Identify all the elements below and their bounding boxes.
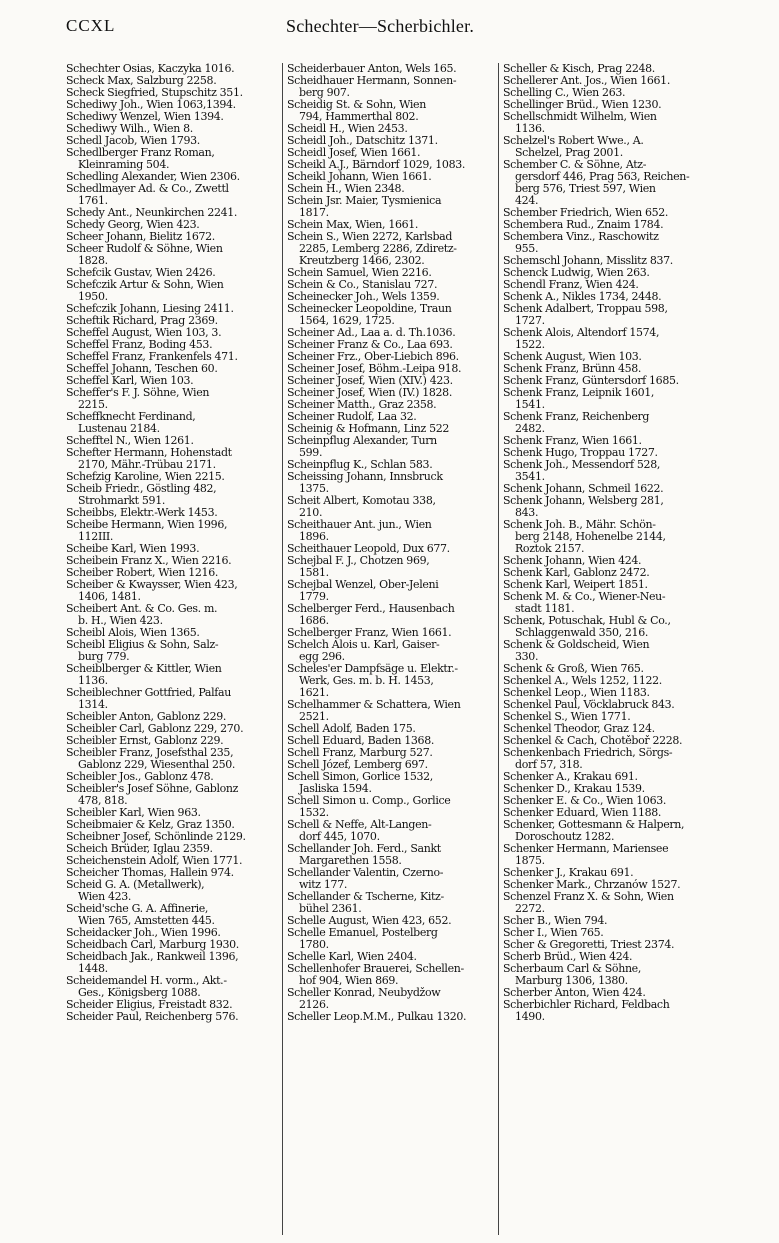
directory-entry-line: Scheibein Franz X., Wien 2216. [66, 555, 232, 567]
directory-entry-line: Schenk Johann, Wien 424. [503, 555, 642, 567]
directory-entry-line: Schelberger Ferd., Hausenbach [287, 603, 455, 615]
directory-entry-line: 1490. [515, 1011, 545, 1023]
directory-entry-line: Schell & Neffe, Alt-Langen- [287, 819, 432, 831]
directory-entry-line: Scheibert Ant. & Co. Ges. m. [66, 603, 218, 615]
directory-entry-line: Schenker Eduard, Wien 1188. [503, 807, 662, 819]
directory-entry-line: Schenk, Potuschak, Hubl & Co., [503, 615, 671, 627]
directory-entry-line: Scheiner Rudolf, Laa 32. [287, 411, 417, 423]
directory-column-3 [498, 63, 714, 1235]
directory-entry-line: Scheibbs, Elektr.-Werk 1453. [66, 507, 218, 519]
directory-entry-line: 1541. [515, 399, 545, 411]
directory-entry-line: Schefter Hermann, Hohenstadt [66, 447, 232, 459]
directory-entry-line: Kleinraming 504. [78, 159, 170, 171]
directory-entry-line: Scheibler Franz, Josefsthal 235, [66, 747, 234, 759]
directory-entry-line: Scheer Johann, Bielitz 1672. [66, 231, 215, 243]
directory-entry-line: Scheithauer Ant. jun., Wien [287, 519, 432, 531]
directory-entry-line: Scheithauer Leopold, Dux 677. [287, 543, 450, 555]
directory-entry-line: Schenker, Gottesmann & Halpern, [503, 819, 685, 831]
directory-entry-line: Schenk Joh., Messendorf 528, [503, 459, 660, 471]
directory-entry-line: Jasliska 1594. [299, 783, 372, 795]
directory-entry-line: Schellinger Brüd., Wien 1230. [503, 99, 662, 111]
directory-entry-line: Scheidhauer Hermann, Sonnen- [287, 75, 457, 87]
directory-entry-line: Schlaggenwald 350, 216. [515, 627, 648, 639]
directory-entry-line: Schefftel N., Wien 1261. [66, 435, 194, 447]
directory-entry-line: Schembera Rud., Znaim 1784. [503, 219, 664, 231]
directory-entry-line: 2170, Mähr.-Trübau 2171. [78, 459, 216, 471]
directory-entry-line: Scherb Brüd., Wien 424. [503, 951, 633, 963]
directory-entry-line: Scheffel Franz, Frankenfels 471. [66, 351, 238, 363]
directory-entry-line: Scheiblechner Gottfried, Palfau [66, 687, 231, 699]
directory-entry-line: Schejbal F. J., Chotzen 969, [287, 555, 430, 567]
directory-entry-line: Schell Eduard, Baden 1368. [287, 735, 434, 747]
directory-entry-line: Schenk Hugo, Troppau 1727. [503, 447, 658, 459]
directory-entry-line: Scheidbach Carl, Marburg 1930. [66, 939, 239, 951]
directory-entry-line: Schell Franz, Marburg 527. [287, 747, 433, 759]
directory-entry-line: Werk, Ges. m. b. H. 1453, [299, 675, 434, 687]
directory-entry-line: Schedlmayer Ad. & Co., Zwettl [66, 183, 229, 195]
directory-entry-line: Schefcik Gustav, Wien 2426. [66, 267, 216, 279]
directory-entry-line: b. H., Wien 423. [78, 615, 163, 627]
directory-entry-line: Schellander Joh. Ferd., Sankt [287, 843, 441, 855]
directory-entry-line: Scher I., Wien 765. [503, 927, 604, 939]
directory-entry-line: Schefczik Johann, Liesing 2411. [66, 303, 234, 315]
directory-entry-line: Schenker D., Krakau 1539. [503, 783, 645, 795]
directory-entry-line: Wien 423. [78, 891, 132, 903]
directory-entry-line: Scheicher Thomas, Hallein 974. [66, 867, 234, 879]
directory-entry-line: Scheibmaier & Kelz, Graz 1350. [66, 819, 235, 831]
directory-entry-line: Scheider Eligius, Freistadt 832. [66, 999, 233, 1011]
directory-entry-line: 2215. [78, 399, 108, 411]
directory-entry-line: Schellander & Tscherne, Kitz- [287, 891, 444, 903]
directory-entry-line: Schenk Franz, Wien 1661. [503, 435, 642, 447]
directory-entry-line: Schenk M. & Co., Wiener-Neu- [503, 591, 666, 603]
directory-entry-line: Schedy Ant., Neunkirchen 2241. [66, 207, 238, 219]
directory-entry-line: hof 904, Wien 869. [299, 975, 399, 987]
directory-entry-line: Scheibler's Josef Söhne, Gablonz [66, 783, 239, 795]
directory-entry-line: Schellschmidt Wilhelm, Wien [503, 111, 657, 123]
directory-entry-line: Schediwy Wenzel, Wien 1394. [66, 111, 224, 123]
directory-entry-line: Scheller Konrad, Neubydžow [287, 987, 441, 999]
directory-entry-line: Scheikl A.J., Bärndorf 1029, 1083. [287, 159, 466, 171]
directory-entry-line: Schenk Franz, Güntersdorf 1685. [503, 375, 679, 387]
directory-entry-line: 3541. [515, 471, 545, 483]
directory-column-1 [66, 63, 282, 1235]
directory-entry-line: Schenk Johann, Welsberg 281, [503, 495, 664, 507]
directory-entry-line: Strohmarkt 591. [78, 495, 165, 507]
directory-entry-line: Scheibler Karl, Wien 963. [66, 807, 201, 819]
directory-entry-line: Schenkenbach Friedrich, Sörgs- [503, 747, 673, 759]
directory-entry-line: Schenkel Theodor, Graz 124. [503, 723, 655, 735]
directory-entry-line: Schendl Franz, Wien 424. [503, 279, 639, 291]
directory-entry-line: Scheissing Johann, Innsbruck [287, 471, 443, 483]
directory-entry-line: Schenker J., Krakau 691. [503, 867, 634, 879]
directory-entry-line: burg 779. [78, 651, 130, 663]
directory-entry-line: berg 2148, Hohenelbe 2144, [515, 531, 666, 543]
directory-entry-line: Scheiderbauer Anton, Wels 165. [287, 63, 457, 75]
directory-entry-line: Schellander Valentin, Czerno- [287, 867, 444, 879]
directory-entry-line: Wien 765, Amstetten 445. [78, 915, 215, 927]
directory-entry-line: Schein & Co., Stanislau 727. [287, 279, 438, 291]
directory-entry-line: Schenker A., Krakau 691. [503, 771, 638, 783]
directory-entry-line: 794, Hammerthal 802. [299, 111, 419, 123]
directory-entry-line: Schenkel Leop., Wien 1183. [503, 687, 650, 699]
directory-entry-line: Scheibl Eligius & Sohn, Salz- [66, 639, 219, 651]
directory-entry-line: 1532. [299, 807, 329, 819]
directory-entry-line: Scheider Paul, Reichenberg 576. [66, 1011, 239, 1023]
directory-entry-line: berg 576, Triest 597, Wien [515, 183, 656, 195]
directory-entry-line: 210. [299, 507, 323, 519]
directory-entry-line: Scheinecker Joh., Wels 1359. [287, 291, 440, 303]
directory-entry-line: berg 907. [299, 87, 350, 99]
directory-entry-line: Schenk Johann, Schmeil 1622. [503, 483, 664, 495]
directory-entry-line: Schell Simon u. Comp., Gorlice [287, 795, 451, 807]
directory-entry-line: Scheiner Franz & Co., Laa 693. [287, 339, 453, 351]
directory-entry-line: Schelzel's Robert Wwe., A. [503, 135, 644, 147]
directory-entry-line: egg 296. [299, 651, 345, 663]
page-number: CCXL [66, 16, 116, 35]
directory-entry-line: 1727. [515, 315, 545, 327]
directory-entry-line: Schein H., Wien 2348. [287, 183, 405, 195]
directory-entry-line: Scheikl Johann, Wien 1661. [287, 171, 432, 183]
directory-entry-line: Scheiner Frz., Ober-Liebich 896. [287, 351, 459, 363]
page-title: Schechter—Scherbichler. [286, 16, 475, 36]
directory-entry-line: Ges., Königsberg 1088. [78, 987, 201, 999]
directory-entry-line: bühel 2361. [299, 903, 362, 915]
directory-entry-line: Scheich Brüder, Iglau 2359. [66, 843, 213, 855]
directory-entry-line: Scheidig St. & Sohn, Wien [287, 99, 426, 111]
directory-entry-line: witz 177. [299, 879, 347, 891]
directory-entry-line: Schenk Franz, Brünn 458. [503, 363, 642, 375]
directory-entry-line: Schelhammer & Schattera, Wien [287, 699, 461, 711]
directory-entry-line: Schein Jsr. Maier, Tysmienica [287, 195, 442, 207]
directory-entry-line: 1621. [299, 687, 329, 699]
directory-columns [66, 63, 714, 1235]
directory-entry-line: Scheichenstein Adolf, Wien 1771. [66, 855, 243, 867]
directory-entry-line: 1564, 1629, 1725. [299, 315, 395, 327]
directory-entry-line: Schenk Karl, Gablonz 2472. [503, 567, 650, 579]
directory-entry-line: Scheiber Robert, Wien 1216. [66, 567, 219, 579]
directory-entry-line: Schein Samuel, Wien 2216. [287, 267, 432, 279]
directory-entry-line: Schelle Karl, Wien 2404. [287, 951, 417, 963]
directory-entry-line: Scheibe Hermann, Wien 1996, [66, 519, 228, 531]
directory-entry-line: Schellerer Ant. Jos., Wien 1661. [503, 75, 670, 87]
directory-entry-line: Scheinpflug Alexander, Turn [287, 435, 437, 447]
directory-entry-line: 955. [515, 243, 539, 255]
directory-entry-line: Schenk Franz, Reichenberg [503, 411, 650, 423]
directory-entry-line: Scheftik Richard, Prag 2369. [66, 315, 218, 327]
directory-entry-line: Scheibler Anton, Gablonz 229. [66, 711, 227, 723]
directory-entry-line: Schelling C., Wien 263. [503, 87, 626, 99]
directory-entry-line: Scheffel Johann, Teschen 60. [66, 363, 218, 375]
directory-entry-line: Scheidl Joh., Datschitz 1371. [287, 135, 438, 147]
directory-entry-line: Schelch Alois u. Karl, Gaiser- [287, 639, 440, 651]
directory-entry-line: Marburg 1306, 1380. [515, 975, 628, 987]
directory-entry-line: 478, 818. [78, 795, 128, 807]
directory-entry-line: Scherbaum Carl & Söhne, [503, 963, 641, 975]
directory-entry-line: 1950. [78, 291, 108, 303]
directory-entry-line: Scheidacker Joh., Wien 1996. [66, 927, 221, 939]
directory-entry-line: 1828. [78, 255, 108, 267]
directory-entry-line: Schejbal Wenzel, Ober-Jeleni [287, 579, 439, 591]
directory-entry-line: Schenk Alois, Altendorf 1574, [503, 327, 660, 339]
directory-entry-line: Schenk Karl, Weipert 1851. [503, 579, 648, 591]
directory-entry-line: 1406, 1481. [78, 591, 141, 603]
directory-entry-line: dorf 445, 1070. [299, 831, 380, 843]
directory-entry-line: 1896. [299, 531, 329, 543]
directory-entry-line: Schembera Vinz., Raschowitz [503, 231, 659, 243]
directory-entry-line: 1522. [515, 339, 545, 351]
directory-entry-line: Schelle August, Wien 423, 652. [287, 915, 452, 927]
directory-entry-line: Scheidbach Jak., Rankweil 1396, [66, 951, 239, 963]
directory-entry-line: 1314. [78, 699, 108, 711]
directory-entry-line: Schenker Mark., Chrzanów 1527. [503, 879, 681, 891]
directory-entry-line: Schediwy Joh., Wien 1063,1394. [66, 99, 236, 111]
directory-entry-line: Schediwy Wilh., Wien 8. [66, 123, 193, 135]
directory-entry-line: Schenk August, Wien 103. [503, 351, 642, 363]
directory-entry-line: Scheffel Franz, Boding 453. [66, 339, 213, 351]
directory-entry-line: Scheles'er Dampfsäge u. Elektr.- [287, 663, 458, 675]
directory-entry-line: Schedlberger Franz Roman, [66, 147, 215, 159]
directory-entry-line: Schenkel A., Wels 1252, 1122. [503, 675, 662, 687]
directory-entry-line: Scheibe Karl, Wien 1993. [66, 543, 200, 555]
directory-entry-line: Scheffel August, Wien 103, 3. [66, 327, 222, 339]
directory-entry-line: 1136. [515, 123, 545, 135]
directory-column-2 [282, 63, 498, 1235]
directory-entry-line: 1136. [78, 675, 108, 687]
page-header [66, 16, 736, 48]
directory-entry-line: Scheiner Josef, Böhm.-Leipa 918. [287, 363, 462, 375]
directory-entry-line: 2272. [515, 903, 545, 915]
directory-entry-line: Scher B., Wien 794. [503, 915, 608, 927]
directory-entry-line: 424. [515, 195, 539, 207]
directory-entry-line: Scheiber & Kwaysser, Wien 423, [66, 579, 238, 591]
directory-entry-line: Schenker Hermann, Mariensee [503, 843, 669, 855]
directory-entry-line: Schedling Alexander, Wien 2306. [66, 171, 240, 183]
directory-entry-line: Schenk & Groß, Wien 765. [503, 663, 644, 675]
directory-entry-line: Schenkel Paul, Vöcklabruck 843. [503, 699, 675, 711]
directory-entry-line: 1375. [299, 483, 329, 495]
directory-entry-line: 1761. [78, 195, 108, 207]
directory-entry-line: Schember Friedrich, Wien 652. [503, 207, 669, 219]
directory-entry-line: 1581. [299, 567, 329, 579]
directory-entry-line: Scheid G. A. (Metallwerk), [66, 879, 205, 891]
directory-entry-line: 2126. [299, 999, 329, 1011]
directory-entry-line: Doroschoutz 1282. [515, 831, 615, 843]
directory-entry-line: 1817. [299, 207, 329, 219]
directory-entry-line: Schell Józef, Lemberg 697. [287, 759, 428, 771]
directory-entry-line: Schelzel, Prag 2001. [515, 147, 623, 159]
directory-entry-line: Scheibler Carl, Gablonz 229, 270. [66, 723, 244, 735]
directory-entry-line: Schein S., Wien 2272, Karlsbad [287, 231, 453, 243]
directory-entry-line: Schelberger Franz, Wien 1661. [287, 627, 452, 639]
directory-entry-line: Scheibler Ernst, Gablonz 229. [66, 735, 224, 747]
directory-entry-line: Scheinig & Hofmann, Linz 522 [287, 423, 450, 435]
directory-entry-line: Schefzig Karoline, Wien 2215. [66, 471, 225, 483]
directory-entry-line: Schefczik Artur & Sohn, Wien [66, 279, 224, 291]
directory-entry-line: Schember C. & Söhne, Atz- [503, 159, 647, 171]
directory-entry-line: Scher & Gregoretti, Triest 2374. [503, 939, 675, 951]
directory-entry-line: Schenk Adalbert, Troppau 598, [503, 303, 668, 315]
directory-entry-line: 2285, Lemberg 2286, Zdiretz- [299, 243, 457, 255]
directory-entry-line: 2521. [299, 711, 329, 723]
directory-entry-line: Scheffknecht Ferdinand, [66, 411, 196, 423]
directory-entry-line: 1875. [515, 855, 545, 867]
directory-entry-line: Schenkel S., Wien 1771. [503, 711, 631, 723]
directory-entry-line: Schenk & Goldscheid, Wien [503, 639, 650, 651]
directory-entry-line: Scheib Friedr., Göstling 482, [66, 483, 217, 495]
directory-entry-line: Schell Simon, Gorlice 1532, [287, 771, 433, 783]
directory-entry-line: Kreutzberg 1466, 2302. [299, 255, 425, 267]
directory-entry-line: Schenker E. & Co., Wien 1063. [503, 795, 667, 807]
directory-entry-line: Schein Max, Wien, 1661. [287, 219, 419, 231]
directory-entry-line: Scheffer's F. J. Söhne, Wien [66, 387, 210, 399]
directory-entry-line: gersdorf 446, Prag 563, Reichen- [515, 171, 690, 183]
directory-entry-line: Scherbichler Richard, Feldbach [503, 999, 670, 1011]
directory-entry-line: Schedl Jacob, Wien 1793. [66, 135, 200, 147]
directory-entry-line: Scheinecker Leopoldine, Traun [287, 303, 452, 315]
directory-entry-line: 1686. [299, 615, 329, 627]
directory-entry-line: 1779. [299, 591, 329, 603]
directory-entry-line: 330. [515, 651, 539, 663]
directory-entry-line: Scheck Siegfried, Stupschitz 351. [66, 87, 243, 99]
directory-entry-line: Schellenhofer Brauerei, Schellen- [287, 963, 464, 975]
directory-entry-line: dorf 57, 318. [515, 759, 583, 771]
directory-entry-line: Schenkel & Cach, Chotěboř 2228. [503, 735, 683, 747]
directory-entry-line: Scheiner Josef, Wien (XIV.) 423. [287, 375, 453, 387]
directory-entry-line: Schelle Emanuel, Postelberg [287, 927, 438, 939]
directory-entry-line: Scheck Max, Salzburg 2258. [66, 75, 217, 87]
directory-entry-line: Scheiner Josef, Wien (IV.) 1828. [287, 387, 452, 399]
directory-entry-line: Scheller Leop.M.M., Pulkau 1320. [287, 1011, 467, 1023]
directory-entry-line: 1780. [299, 939, 329, 951]
directory-entry-line: Schenck Ludwig, Wien 263. [503, 267, 650, 279]
directory-entry-line: 599. [299, 447, 323, 459]
directory-entry-line: Scheibner Josef, Schönlinde 2129. [66, 831, 246, 843]
directory-entry-line: Scheiblberger & Kittler, Wien [66, 663, 222, 675]
directory-entry-line: Gablonz 229, Wiesenthal 250. [78, 759, 236, 771]
directory-entry-line: Scheiner Matth., Graz 2358. [287, 399, 437, 411]
directory-entry-line: 1448. [78, 963, 108, 975]
directory-entry-line: Scheiner Ad., Laa a. d. Th.1036. [287, 327, 456, 339]
directory-entry-line: Scheit Albert, Komotau 338, [287, 495, 436, 507]
directory-entry-line: Scheidl H., Wien 2453. [287, 123, 408, 135]
directory-entry-line: Scheidemandel H. vorm., Akt.- [66, 975, 227, 987]
directory-entry-line: Schenzel Franz X. & Sohn, Wien [503, 891, 674, 903]
directory-entry-line: Scheinpflug K., Schlan 583. [287, 459, 433, 471]
directory-entry-line: Scheffel Karl, Wien 103. [66, 375, 194, 387]
directory-entry-line: 843. [515, 507, 539, 519]
directory-entry-line: Scherber Anton, Wien 424. [503, 987, 646, 999]
directory-entry-line: 2482. [515, 423, 545, 435]
directory-entry-line: Lustenau 2184. [78, 423, 160, 435]
directory-entry-line: Schechter Osias, Kaczyka 1016. [66, 63, 235, 75]
directory-entry-line: Schell Adolf, Baden 175. [287, 723, 416, 735]
directory-entry-line: Margarethen 1558. [299, 855, 402, 867]
directory-entry-line: Scheller & Kisch, Prag 2248. [503, 63, 655, 75]
directory-entry-line: Schenk Franz, Leipnik 1601, [503, 387, 655, 399]
directory-entry-line: stadt 1181. [515, 603, 575, 615]
directory-entry-line: Scheibl Alois, Wien 1365. [66, 627, 200, 639]
directory-entry-line: Schenk Joh. B., Mähr. Schön- [503, 519, 656, 531]
directory-entry-line: Scheibler Jos., Gablonz 478. [66, 771, 214, 783]
directory-entry-line: Roztok 2157. [515, 543, 585, 555]
directory-entry-line: 112III. [78, 531, 114, 543]
directory-entry-line: Scheid'sche G. A. Affinerie, [66, 903, 209, 915]
directory-entry-line: Schedy Georg, Wien 423. [66, 219, 200, 231]
directory-entry-line: Schemschl Johann, Misslitz 837. [503, 255, 673, 267]
directory-entry-line: Scheer Rudolf & Söhne, Wien [66, 243, 223, 255]
directory-entry-line: Scheidl Josef, Wien 1661. [287, 147, 421, 159]
directory-entry-line: Schenk A., Nikles 1734, 2448. [503, 291, 662, 303]
